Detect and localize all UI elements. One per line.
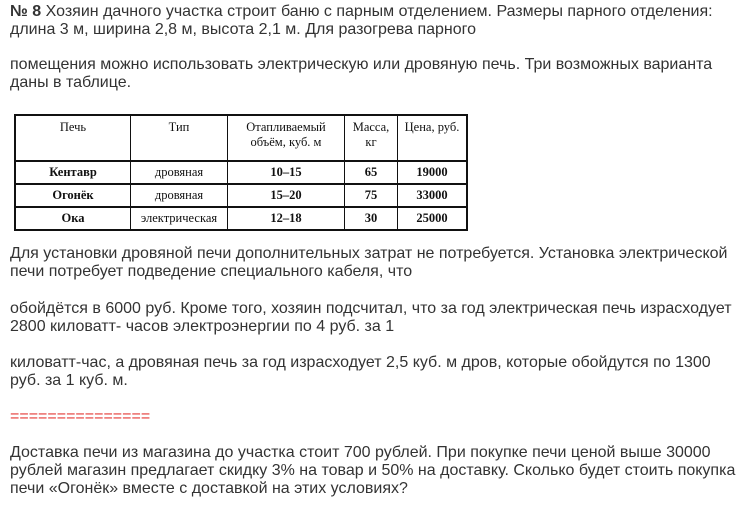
header-volume-line1: Отапливаемый — [246, 120, 326, 134]
cell-mass: 30 — [345, 207, 398, 230]
cell-type: электрическая — [131, 207, 228, 230]
header-price: Цена, руб. — [398, 115, 468, 161]
header-type: Тип — [131, 115, 228, 161]
stove-table-grid — [14, 114, 468, 231]
table-row — [15, 184, 467, 207]
cell-volume: 15–20 — [228, 184, 345, 207]
separator-line: =============== — [10, 408, 151, 425]
cell-mass: 75 — [345, 184, 398, 207]
header-name: Печь — [15, 115, 131, 161]
paragraph-question: Доставка печи из магазина до участка стоит 700 рублей. При покупке печи ценой выше 30000 рублей магазин предлагает скидку 3% на товар и 50% на доставку. Сколько будет стоить покупка печи «Огонёк» вместе с доставкой на этих условиях? — [10, 444, 736, 497]
paragraph-wood-costs: киловатт-час, а дровяная печь за год израсходует 2,5 куб. м дров, которые обойдутся по 1300 руб. за 1 куб. м. — [10, 354, 711, 389]
problem-number: № 8 — [10, 3, 42, 20]
cell-type: дровяная — [131, 184, 228, 207]
cell-volume: 12–18 — [228, 207, 345, 230]
cell-mass: 65 — [345, 161, 398, 184]
problem-intro-continued: помещения можно использовать электрическую или дровяную печь. Три возможных варианта даны в таблице. — [10, 56, 713, 91]
table-header-row — [15, 115, 467, 161]
problem-intro-text: Хозяин дачного участка строит баню с парным отделением. Размеры парного отделения: длина 3 м, ширина 2,8 м, высота 2,1 м. Для разогрева парного — [10, 3, 713, 38]
cell-type: дровяная — [131, 161, 228, 184]
header-mass-line1: Масса, — [352, 120, 390, 134]
table-row — [15, 161, 467, 184]
cell-price: 19000 — [398, 161, 468, 184]
paragraph-electric-costs: обойдётся в 6000 руб. Кроме того, хозяин подсчитал, что за год электрическая печь израсходует 2800 киловатт- часов электроэнергии по 4 руб. за 1 — [10, 300, 732, 335]
cell-name: Кентавр — [49, 165, 97, 179]
cell-price: 25000 — [398, 207, 468, 230]
cell-price: 33000 — [398, 184, 468, 207]
paragraph-installation: Для установки дровяной печи дополнительных затрат не потребуется. Установка электрической печи потребует подведение специального кабеля, что — [10, 245, 728, 280]
header-mass — [345, 115, 398, 161]
stove-table — [14, 114, 468, 231]
cell-name: Ока — [15, 207, 131, 230]
header-volume — [228, 115, 345, 161]
cell-name: Огонёк — [15, 184, 131, 207]
problem-intro — [10, 3, 740, 39]
header-volume-line2: объём, куб. м — [250, 135, 322, 149]
table-row — [15, 207, 467, 230]
header-mass-line2: кг — [365, 135, 377, 149]
cell-volume: 10–15 — [228, 161, 345, 184]
